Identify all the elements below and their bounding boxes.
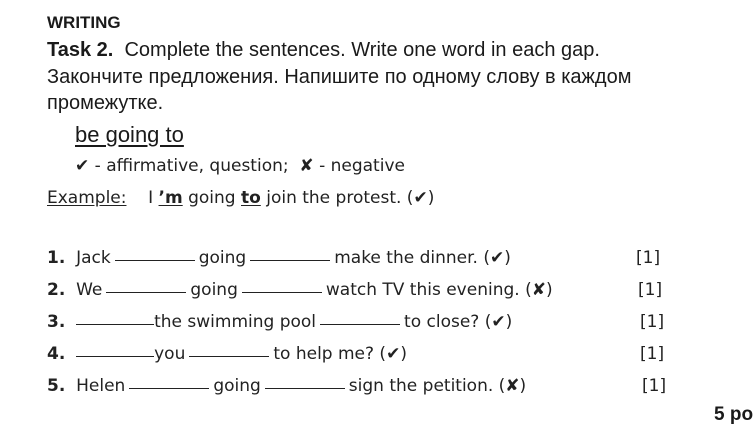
- answer-gap[interactable]: [76, 323, 154, 325]
- example-line: [47, 188, 434, 208]
- answer-gap[interactable]: [320, 323, 400, 325]
- key-negative-text: - negative: [313, 156, 405, 176]
- item-number: 1.: [47, 248, 66, 268]
- item-text: going: [213, 376, 261, 396]
- item-text: going: [198, 248, 247, 268]
- list-item: [47, 248, 511, 268]
- negative-cross-icon: ✘: [299, 156, 314, 176]
- item-text: the swimming pool: [154, 312, 317, 332]
- item-text: watch TV this evening. (: [325, 280, 532, 300]
- answer-gap[interactable]: [115, 259, 195, 261]
- example-post: join the protest. (: [260, 188, 414, 208]
- key-affirmative-text: - affirmative, question;: [89, 156, 289, 176]
- affirmative-check-icon: ✔: [75, 156, 90, 176]
- item-text: going: [190, 280, 238, 300]
- task-instruction-en: [47, 40, 600, 60]
- item-close: ): [545, 280, 553, 300]
- task-label: Task 2.: [47, 39, 114, 61]
- answer-gap[interactable]: [265, 387, 345, 389]
- item-number: 3.: [47, 312, 66, 332]
- check-icon: ✔: [491, 312, 506, 332]
- item-text: to help me? (: [273, 344, 387, 364]
- example-close: ): [427, 188, 435, 208]
- item-points: [1]: [638, 280, 663, 300]
- item-close: ): [400, 344, 407, 364]
- task-instruction-ru-line2: промежутке.: [47, 92, 164, 114]
- answer-gap[interactable]: [250, 259, 330, 261]
- item-close: ): [505, 312, 513, 332]
- list-item: [47, 376, 526, 396]
- item-close: ): [519, 376, 527, 396]
- item-number: 2.: [47, 280, 66, 300]
- item-points: [1]: [640, 312, 665, 332]
- check-icon: ✔: [490, 248, 505, 268]
- item-text: sign the petition. (: [348, 376, 506, 396]
- item-text: We: [76, 280, 103, 300]
- task-instruction-ru-line1: Закончите предложения. Напишите по одному слову в каждом: [47, 66, 632, 88]
- example-to: to: [241, 188, 261, 208]
- list-item: [47, 280, 553, 300]
- task-instruction-text: Complete the sentences. Write one word in each gap.: [124, 39, 600, 61]
- list-item: [47, 344, 407, 364]
- example-check-icon: ✔: [413, 188, 428, 208]
- example-aux: ’m: [158, 188, 183, 208]
- item-points: [1]: [636, 248, 661, 268]
- answer-gap[interactable]: [129, 387, 209, 389]
- check-icon: ✔: [386, 344, 401, 364]
- item-points: [1]: [642, 376, 667, 396]
- item-text: you: [154, 344, 186, 364]
- item-number: 4.: [47, 344, 66, 364]
- answer-gap[interactable]: [189, 355, 269, 357]
- answer-gap[interactable]: [76, 355, 154, 357]
- item-close: ): [504, 248, 511, 268]
- cross-icon: ✘: [531, 280, 546, 300]
- list-item: [47, 312, 512, 332]
- item-number: 5.: [47, 376, 66, 396]
- item-points: [1]: [640, 344, 665, 364]
- item-text: to close? (: [404, 312, 492, 332]
- cross-icon: ✘: [505, 376, 520, 396]
- example-pre: I: [148, 188, 159, 208]
- item-text: make the dinner. (: [334, 248, 490, 268]
- section-heading: WRITING: [47, 13, 121, 32]
- example-mid: going: [182, 188, 241, 208]
- item-text: Helen: [76, 376, 126, 396]
- example-label: Example:: [47, 188, 127, 208]
- structure-key: [75, 156, 405, 176]
- answer-gap[interactable]: [106, 291, 186, 293]
- item-text: Jack: [76, 248, 111, 268]
- answer-gap[interactable]: [242, 291, 322, 293]
- structure-title: be going to: [75, 122, 184, 147]
- total-points: 5 po: [714, 404, 753, 425]
